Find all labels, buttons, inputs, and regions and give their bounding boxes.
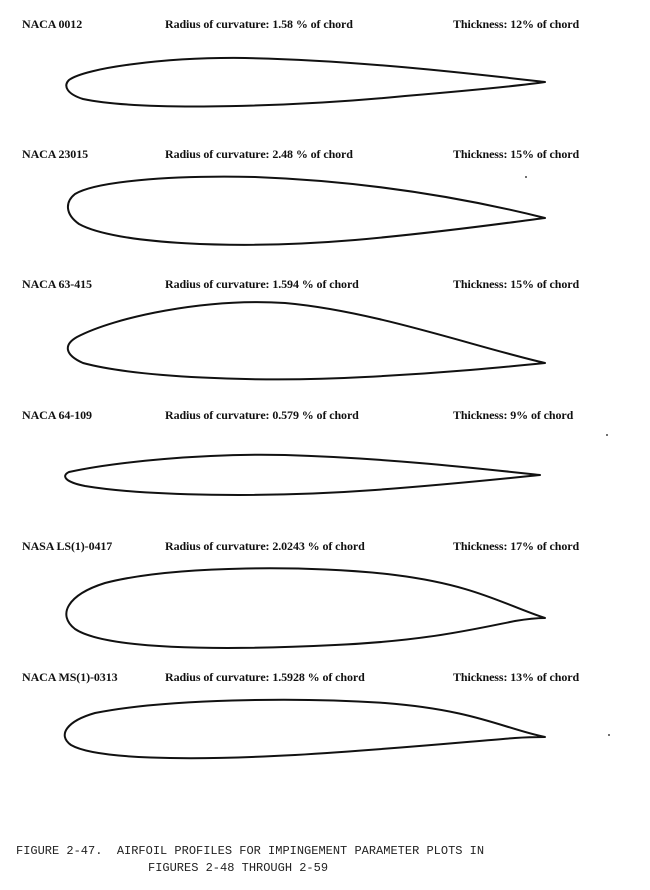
- thickness-label: Thickness: 12% of chord: [453, 17, 580, 31]
- airfoil-name: NACA 64-109: [22, 408, 92, 422]
- radius-of-curvature: Radius of curvature: 1.58 % of chord: [165, 17, 353, 31]
- thickness-label: Thickness: 17% of chord: [453, 539, 580, 553]
- airfoil-profile-naca-0012: [55, 52, 555, 122]
- airfoil-profile-naca-23015: [55, 170, 555, 240]
- radius-of-curvature: Radius of curvature: 0.579 % of chord: [165, 408, 359, 422]
- scan-speck: [606, 434, 608, 436]
- airfoil-name: NASA LS(1)-0417: [22, 539, 113, 553]
- radius-of-curvature: Radius of curvature: 2.48 % of chord: [165, 147, 353, 161]
- airfoil-name: NACA 0012: [22, 17, 83, 31]
- figure-caption: FIGURE 2-47. AIRFOIL PROFILES FOR IMPINGEMENT PARAMETER PLOTS IN: [16, 844, 485, 858]
- thickness-label: Thickness: 15% of chord: [453, 147, 580, 161]
- thickness-label: Thickness: 15% of chord: [453, 277, 580, 291]
- thickness-label: Thickness: 13% of chord: [453, 670, 580, 684]
- scan-speck: [608, 734, 610, 736]
- airfoil-name: NACA 63-415: [22, 277, 92, 291]
- radius-of-curvature: Radius of curvature: 1.594 % of chord: [165, 277, 359, 291]
- airfoil-name: NACA MS(1)-0313: [22, 670, 118, 684]
- airfoil-profile-naca-64-109: [55, 440, 555, 510]
- airfoil-profile-naca-ms1-0313: [55, 695, 555, 765]
- radius-of-curvature: Radius of curvature: 1.5928 % of chord: [165, 670, 365, 684]
- airfoil-profile-nasa-ls1-0417: [55, 565, 555, 635]
- airfoil-name: NACA 23015: [22, 147, 89, 161]
- thickness-label: Thickness: 9% of chord: [453, 408, 574, 422]
- figure-caption-line2: FIGURES 2-48 THROUGH 2-59: [148, 861, 329, 875]
- airfoil-profile-naca-63-415: [55, 297, 555, 367]
- radius-of-curvature: Radius of curvature: 2.0243 % of chord: [165, 539, 365, 553]
- scan-speck: [525, 176, 527, 178]
